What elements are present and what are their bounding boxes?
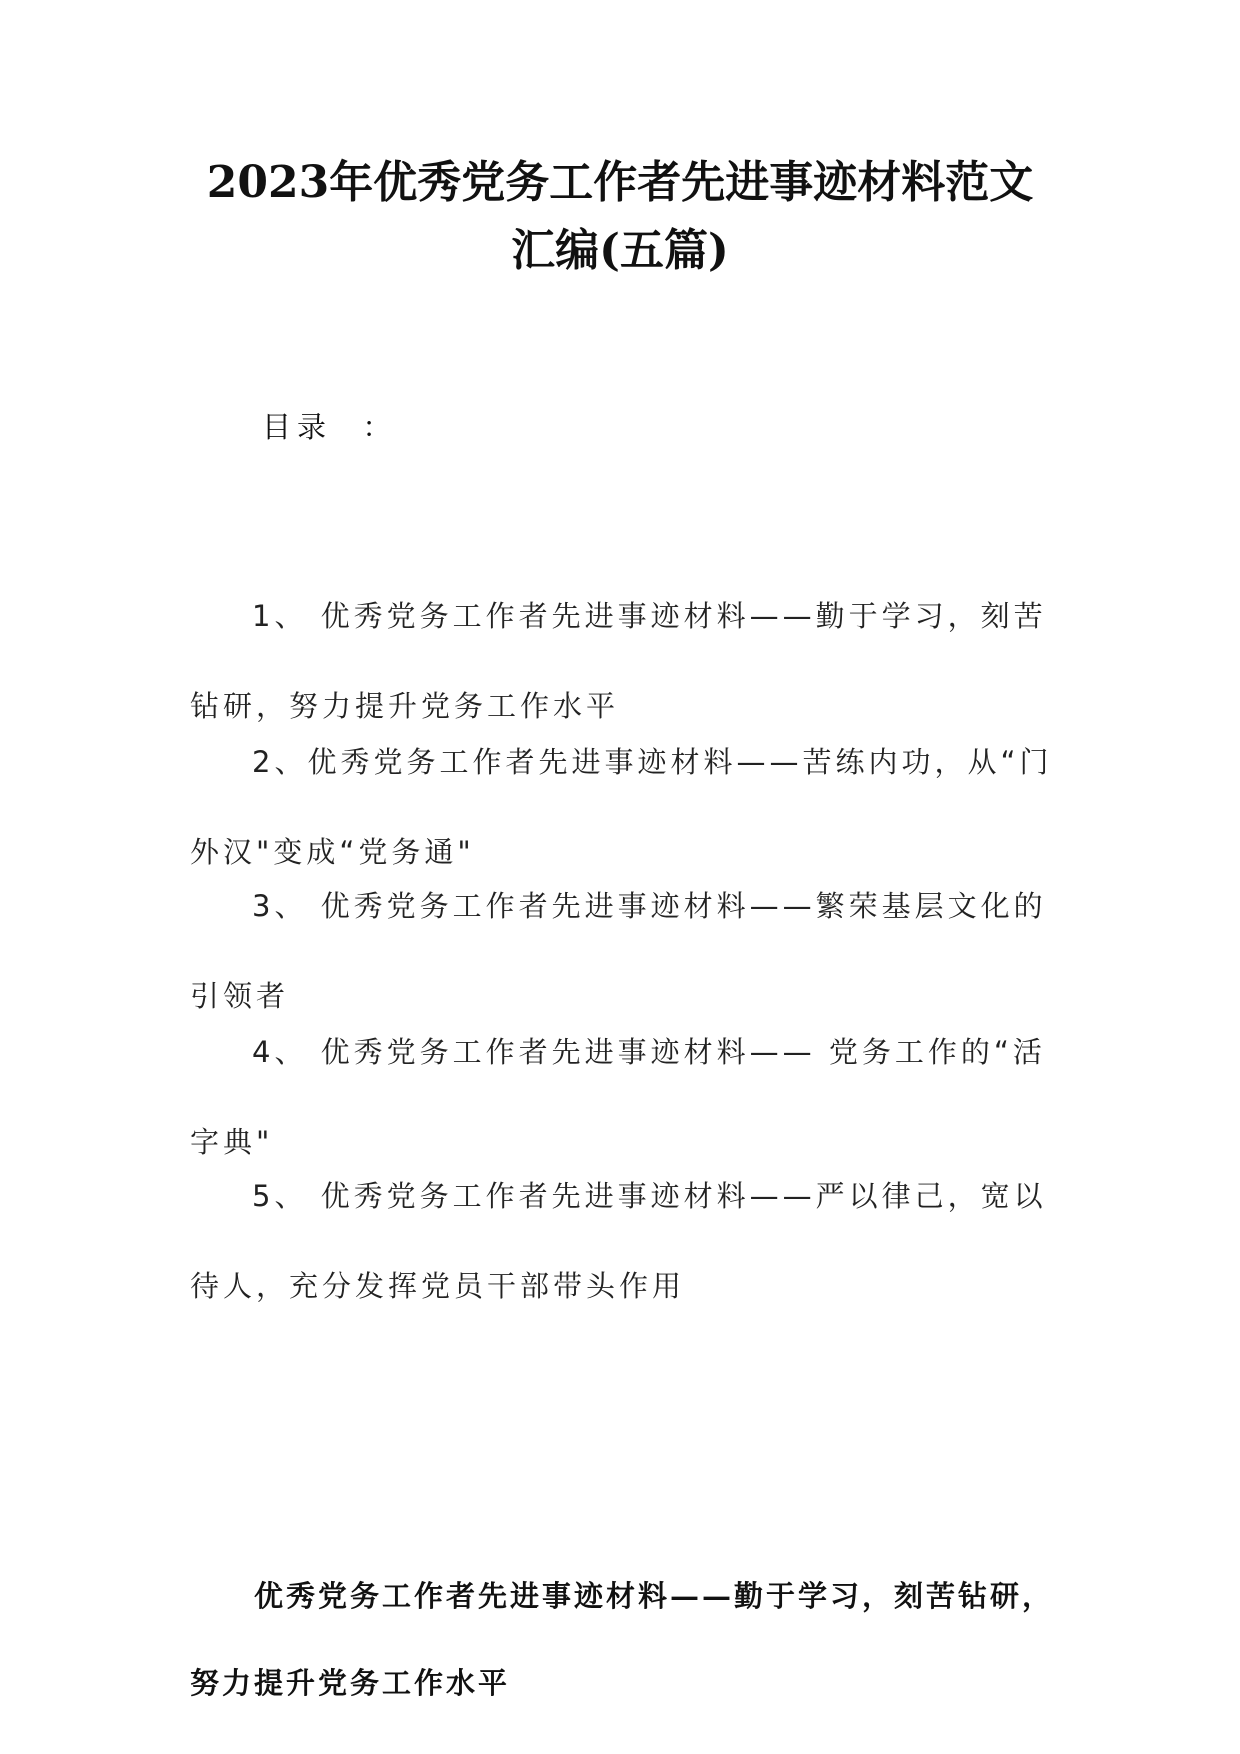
toc-item-3-line-1: 3、 优秀党务工作者先进事迹材料——繁荣基层文化的: [252, 889, 1047, 923]
toc-item-2-line-2: 外汉"变成“党务通": [190, 835, 475, 869]
document-title-line-2: 汇编(五篇): [511, 225, 729, 276]
toc-item-4-line-1: 4、 优秀党务工作者先进事迹材料—— 党务工作的“活: [252, 1035, 1046, 1069]
section-heading-line-1: 优秀党务工作者先进事迹材料——勤于学习，刻苦钻研，: [254, 1579, 1055, 1613]
toc-item-2-line-1: 2、优秀党务工作者先进事迹材料——苦练内功，从“门: [252, 745, 1053, 779]
toc-item-5-line-1: 5、 优秀党务工作者先进事迹材料——严以律己，宽以: [252, 1179, 1047, 1213]
document-title-line-1: 2023年优秀党务工作者先进事迹材料范文: [206, 157, 1034, 208]
toc-item-4-line-2: 字典": [190, 1125, 274, 1159]
toc-item-3-line-2: 引领者: [190, 979, 290, 1013]
toc-item-1-line-2: 钻研，努力提升党务工作水平: [190, 689, 620, 723]
toc-item-5-line-2: 待人，充分发挥党员干部带头作用: [190, 1269, 686, 1303]
toc-item-1-line-1: 1、 优秀党务工作者先进事迹材料——勤于学习，刻苦: [252, 599, 1047, 633]
section-heading-line-2: 努力提升党务工作水平: [190, 1666, 511, 1700]
toc-label: 目录 ：: [262, 410, 398, 444]
